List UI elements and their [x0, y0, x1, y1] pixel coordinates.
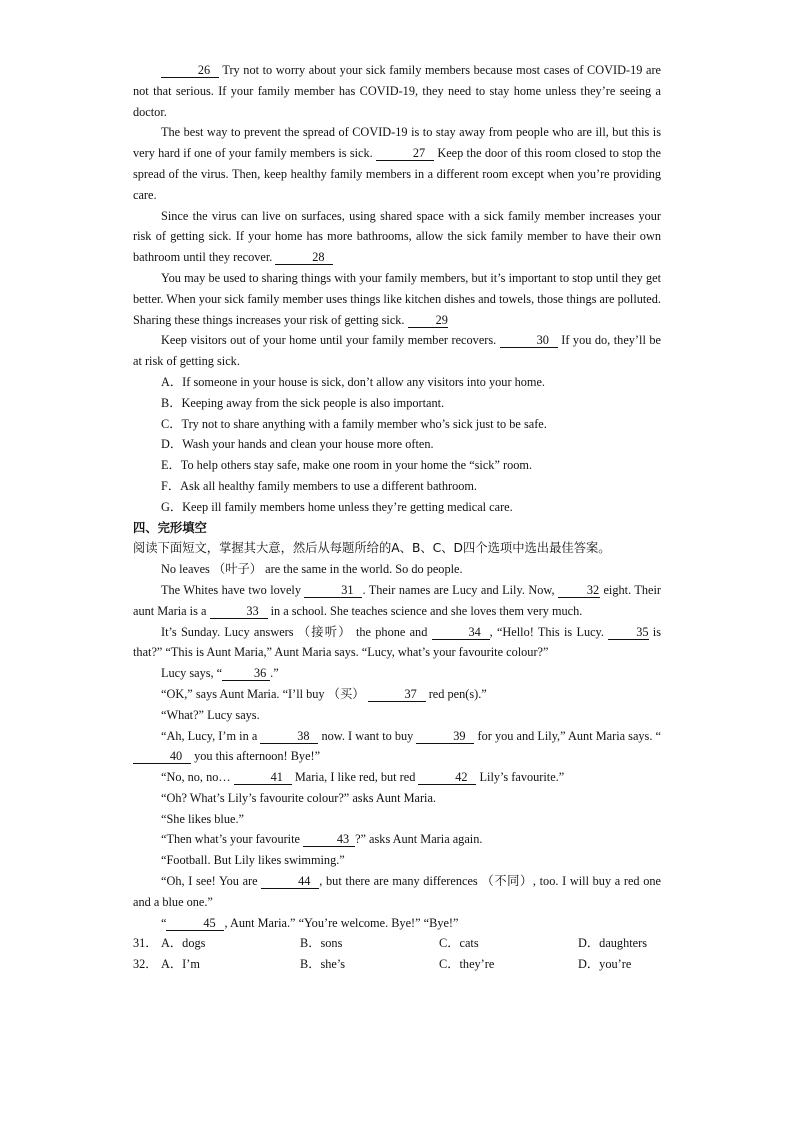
cloze-line-14: “ 45 , Aunt Maria.” “You’re welcome. Bye!” “Bye!” [161, 915, 459, 930]
worksheet-page [133, 60, 661, 975]
blank-35: 35 [608, 625, 648, 640]
cloze-line-8: “No, no, no… 41 Maria, I like red, but red 42 Lily’s favourite.” [161, 770, 565, 785]
choice-c: C．they’re [439, 957, 495, 972]
cloze-line-12: “Football. But Lily likes swimming.” [161, 853, 345, 868]
choice-a: A．I’m [161, 957, 200, 972]
reading-paragraph-1: 26 Try not to worry about your sick family members because most cases of COVID-19 are not that serious. If your family member has COVID-19, they need to stay home unless they’re seeing a doctor. [133, 63, 661, 119]
blank-45: 45 [166, 916, 224, 931]
cloze-line-6: “What?” Lucy says. [161, 707, 260, 722]
blank-31: 31 [304, 583, 362, 598]
cloze-line-5: “OK,” says Aunt Maria. “I’ll buy （买） 37 red pen(s).” [161, 686, 487, 701]
question-number: 32． [133, 957, 158, 972]
option-e: E．To help others stay safe, make one room in your home the “sick” room. [161, 458, 533, 473]
reading-paragraph-3: Since the virus can live on surfaces, using shared space with a sick family member increases your risk of getting sick. If your home has more bathrooms, allow the sick family member to have their own bathroom until they recover. 28 [133, 208, 661, 265]
reading-paragraph-4: You may be used to sharing things with your family members, but it’s important to stop until they get better. When your sick family member uses things like kitchen dishes and towels, those things are polluted. Sharing these things increases your risk of getting sick. 29 [133, 270, 661, 327]
cloze-line-11: “Then what’s your favourite 43 ?” asks Aunt Maria again. [161, 832, 483, 847]
blank-38: 38 [260, 729, 318, 744]
blank-33: 33 [210, 604, 268, 619]
blank-37: 37 [368, 687, 426, 702]
cloze-line-1: No leaves （叶子） are the same in the world. So do people. [161, 562, 463, 577]
blank-43: 43 [303, 832, 355, 847]
blank-29: 29 [408, 313, 448, 328]
blank-36: 36 [222, 666, 270, 681]
section-instruction: 阅读下面短文，掌握其大意，然后从每题所给的A、B、C、D四个选项中选出最佳答案。 [133, 541, 611, 556]
cloze-paragraph-7: “Ah, Lucy, I’m in a 38 now. I want to buy 39 for you and Lily,” Aunt Maria says. “40 you this afternoon! Bye!” [133, 726, 661, 768]
option-f: F．Ask all healthy family members to use a different bathroom. [161, 478, 478, 493]
question-31 [133, 933, 661, 954]
cloze-line-4: Lucy says, “ 36 .” [161, 666, 279, 681]
choice-d: D．daughters [578, 936, 647, 951]
choice-c: C．cats [439, 936, 479, 951]
cloze-line-9: “Oh? What’s Lily’s favourite colour?” asks Aunt Maria. [161, 790, 437, 805]
blank-27: 27 [376, 146, 434, 161]
choice-a: A．dogs [161, 936, 206, 951]
choice-d: D．you’re [578, 957, 632, 972]
section-heading: 四、完形填空 [133, 520, 207, 535]
blank-44: 44 [261, 874, 319, 889]
option-a: A．If someone in your house is sick, don’t allow any visitors into your home. [161, 374, 546, 389]
blank-32: 32 [558, 583, 600, 598]
cloze-line-10: “She likes blue.” [161, 811, 244, 826]
cloze-paragraph-13: “Oh, I see! You are 44 , but there are many differences （不同）, too. I will buy a red one and a blue one.” [133, 874, 662, 909]
reading-paragraph-5: Keep visitors out of your home until your family member recovers. 30 If you do, they’ll be at risk of getting sick. [133, 333, 661, 369]
blank-42: 42 [418, 770, 476, 785]
blank-28: 28 [275, 250, 333, 265]
choice-b: B．she’s [300, 957, 346, 972]
blank-34: 34 [432, 625, 490, 640]
blank-41: 41 [234, 770, 292, 785]
option-b: B．Keeping away from the sick people is also important. [161, 395, 445, 410]
option-c: C．Try not to share anything with a family member who’s sick just to be safe. [161, 416, 547, 431]
option-d: D．Wash your hands and clean your house more often. [161, 437, 434, 452]
option-g: G．Keep ill family members home unless they’re getting medical care. [161, 499, 513, 514]
choice-b: B．sons [300, 936, 343, 951]
reading-paragraph-2: The best way to prevent the spread of COVID-19 is to stay away from people who are ill, but this is very hard if one of your family members is sick. 27 Keep the door of this room closed to stop the spread of the virus. Then, keep healthy family members in a different room except when you’re providing care. [133, 125, 661, 202]
blank-40: 40 [133, 749, 191, 764]
cloze-paragraph-3: It’s Sunday. Lucy answers （接听） the phone and 34 , “Hello! This is Lucy. 35 is that?” “This is Aunt Maria,” Aunt Maria says. “Lucy, what’s your favourite colour?” [133, 624, 662, 660]
blank-26: 26 [161, 63, 219, 78]
question-number: 31． [133, 936, 158, 951]
cloze-paragraph-2: The Whites have two lovely 31 . Their names are Lucy and Lily. Now, 32 eight. Their aunt Maria is a 33 in a school. She teaches science and she loves them very much. [133, 582, 662, 618]
blank-30: 30 [500, 333, 558, 348]
question-32 [133, 954, 661, 975]
blank-39: 39 [416, 729, 474, 744]
